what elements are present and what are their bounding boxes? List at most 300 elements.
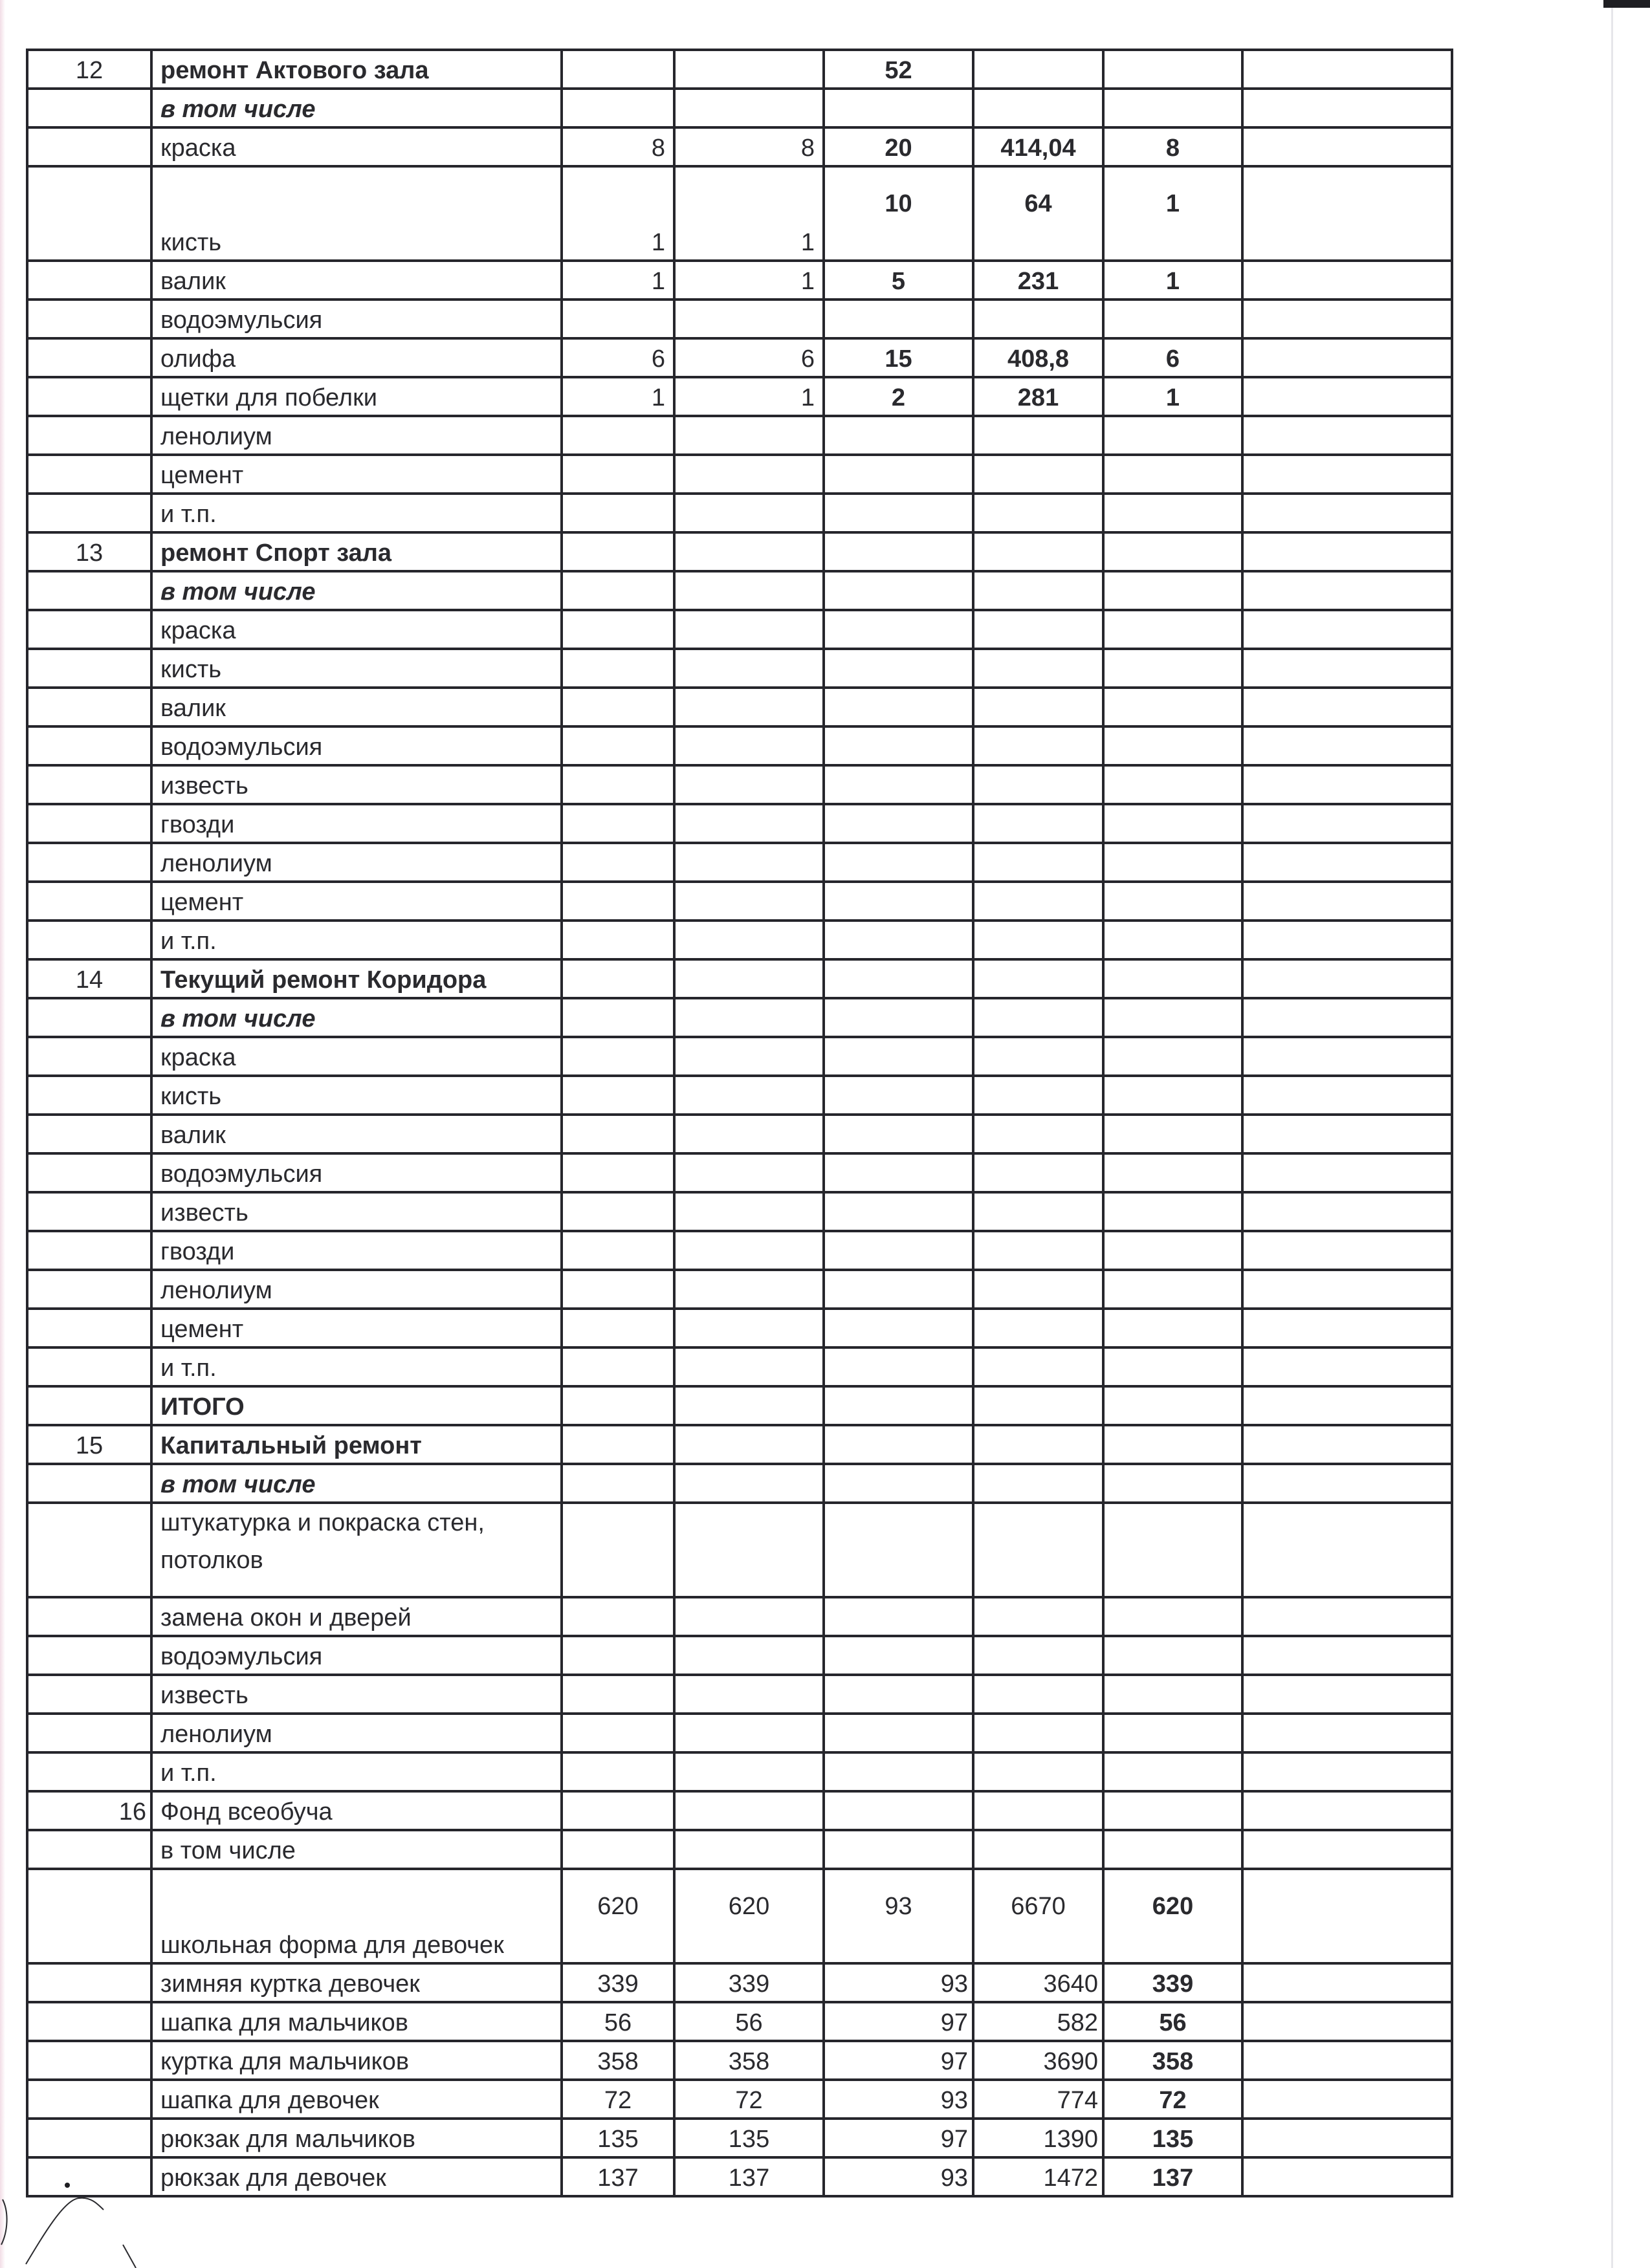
issued-cell: [1103, 921, 1242, 959]
issued-cell: [1103, 50, 1242, 89]
amount-cell: [973, 1153, 1103, 1192]
table-row: [27, 1115, 1452, 1153]
table-row: [27, 127, 1452, 166]
value-cell: [824, 1037, 973, 1076]
row-number: [27, 571, 151, 610]
quantity-actual-cell: [674, 1386, 824, 1425]
quantity-actual-cell: [674, 1752, 824, 1791]
value-cell: [824, 1636, 973, 1675]
issued-cell: 56: [1103, 2002, 1242, 2041]
issued-cell: [1103, 1386, 1242, 1425]
table-row: [27, 532, 1452, 571]
row-number: 13: [27, 532, 151, 571]
issued-cell: 137: [1103, 2157, 1242, 2196]
issued-cell: [1103, 300, 1242, 338]
quantity-actual-cell: [674, 1714, 824, 1752]
quantity-actual-cell: [674, 532, 824, 571]
value-cell: [824, 1347, 973, 1386]
issued-cell: [1103, 804, 1242, 843]
value-cell: [824, 610, 973, 649]
quantity-actual-cell: [674, 1309, 824, 1347]
amount-cell: [973, 1675, 1103, 1714]
table-row: [27, 50, 1452, 89]
issued-cell: [1103, 571, 1242, 610]
value-cell: 93: [824, 1869, 973, 1963]
row-number: [27, 765, 151, 804]
quantity-actual-cell: [674, 1270, 824, 1309]
quantity-cell: [562, 959, 674, 998]
value-cell: [824, 1791, 973, 1830]
row-number: [27, 338, 151, 377]
amount-cell: [973, 1037, 1103, 1076]
table-row: [27, 726, 1452, 765]
quantity-actual-cell: [674, 1464, 824, 1503]
item-name: ИТОГО: [151, 1386, 562, 1425]
quantity-cell: [562, 1830, 674, 1869]
note-cell: [1242, 1791, 1452, 1830]
row-number: [27, 1503, 151, 1597]
quantity-actual-cell: 8: [674, 127, 824, 166]
quantity-cell: 358: [562, 2041, 674, 2080]
note-cell: [1242, 1636, 1452, 1675]
amount-cell: [973, 921, 1103, 959]
table-body: [27, 50, 1452, 2196]
note-cell: [1242, 1503, 1452, 1597]
quantity-cell: [562, 1192, 674, 1231]
note-cell: [1242, 89, 1452, 127]
row-number: [27, 494, 151, 532]
note-cell: [1242, 1309, 1452, 1347]
issued-cell: [1103, 1270, 1242, 1309]
quantity-actual-cell: [674, 998, 824, 1037]
amount-cell: [973, 610, 1103, 649]
table-row: [27, 1675, 1452, 1714]
amount-cell: [973, 959, 1103, 998]
table-row: [27, 1597, 1452, 1636]
issued-cell: [1103, 1309, 1242, 1347]
item-name: ленолиум: [151, 416, 562, 455]
quantity-actual-cell: [674, 959, 824, 998]
note-cell: [1242, 50, 1452, 89]
note-cell: [1242, 166, 1452, 261]
item-name: Фонд всеобуча: [151, 1791, 562, 1830]
amount-cell: 3690: [973, 2041, 1103, 2080]
table-row: [27, 2080, 1452, 2119]
table-row: [27, 494, 1452, 532]
value-cell: [824, 998, 973, 1037]
table-row: [27, 1037, 1452, 1076]
value-cell: 93: [824, 2157, 973, 2196]
value-cell: [824, 1425, 973, 1464]
value-cell: [824, 1076, 973, 1115]
quantity-cell: 1: [562, 261, 674, 300]
table-row: [27, 166, 1452, 261]
quantity-cell: 135: [562, 2119, 674, 2157]
note-cell: [1242, 2119, 1452, 2157]
amount-cell: [973, 1791, 1103, 1830]
quantity-cell: 339: [562, 1963, 674, 2002]
issued-cell: 339: [1103, 1963, 1242, 2002]
value-cell: [824, 89, 973, 127]
table-row: [27, 804, 1452, 843]
scan-corner-mark: [1603, 0, 1650, 8]
item-name: шапка для мальчиков: [151, 2002, 562, 2041]
table-row: [27, 261, 1452, 300]
amount-cell: [973, 1192, 1103, 1231]
row-number: [27, 127, 151, 166]
quantity-actual-cell: 1: [674, 166, 824, 261]
row-number: [27, 921, 151, 959]
amount-cell: [973, 455, 1103, 494]
item-name: в том числе: [151, 1830, 562, 1869]
table-row: [27, 1425, 1452, 1464]
quantity-actual-cell: [674, 882, 824, 921]
issued-cell: [1103, 1115, 1242, 1153]
row-number: [27, 688, 151, 726]
row-number: [27, 1386, 151, 1425]
row-number: [27, 1347, 151, 1386]
quantity-cell: [562, 1464, 674, 1503]
issued-cell: [1103, 765, 1242, 804]
scan-left-edge-tint: [0, 0, 5, 2268]
quantity-actual-cell: [674, 649, 824, 688]
note-cell: [1242, 1752, 1452, 1791]
row-number: [27, 416, 151, 455]
table-row: [27, 89, 1452, 127]
note-cell: [1242, 1386, 1452, 1425]
value-cell: [824, 1464, 973, 1503]
issued-cell: [1103, 1675, 1242, 1714]
note-cell: [1242, 921, 1452, 959]
amount-cell: [973, 1714, 1103, 1752]
value-cell: [824, 1675, 973, 1714]
quantity-cell: [562, 765, 674, 804]
row-number: [27, 1869, 151, 1963]
item-name: зимняя куртка девочек: [151, 1963, 562, 2002]
item-name: цемент: [151, 882, 562, 921]
note-cell: [1242, 1076, 1452, 1115]
table-row: [27, 2157, 1452, 2196]
item-name: известь: [151, 1675, 562, 1714]
quantity-cell: [562, 494, 674, 532]
table-row: [27, 2002, 1452, 2041]
quantity-actual-cell: [674, 416, 824, 455]
note-cell: [1242, 2002, 1452, 2041]
item-name: в том числе: [151, 89, 562, 127]
quantity-cell: 72: [562, 2080, 674, 2119]
item-name: валик: [151, 688, 562, 726]
table-row: [27, 998, 1452, 1037]
issued-cell: [1103, 610, 1242, 649]
quantity-actual-cell: [674, 455, 824, 494]
table-row: [27, 1752, 1452, 1791]
item-name: валик: [151, 261, 562, 300]
quantity-cell: 620: [562, 1869, 674, 1963]
issued-cell: [1103, 416, 1242, 455]
value-cell: 20: [824, 127, 973, 166]
amount-cell: [973, 882, 1103, 921]
row-number: [27, 649, 151, 688]
table-row: [27, 1963, 1452, 2002]
quantity-cell: 137: [562, 2157, 674, 2196]
quantity-actual-cell: 1: [674, 377, 824, 416]
materials-table: [26, 49, 1453, 2197]
item-name: краска: [151, 127, 562, 166]
quantity-actual-cell: [674, 494, 824, 532]
note-cell: [1242, 1597, 1452, 1636]
quantity-cell: 1: [562, 377, 674, 416]
quantity-cell: [562, 1752, 674, 1791]
quantity-actual-cell: [674, 1830, 824, 1869]
item-name: водоэмульсия: [151, 1153, 562, 1192]
amount-cell: [973, 1830, 1103, 1869]
table-row: [27, 843, 1452, 882]
table-row: [27, 959, 1452, 998]
quantity-actual-cell: [674, 726, 824, 765]
row-number: [27, 1037, 151, 1076]
item-name: ленолиум: [151, 1270, 562, 1309]
table-row: [27, 765, 1452, 804]
amount-cell: [973, 765, 1103, 804]
value-cell: 93: [824, 1963, 973, 2002]
item-name: в том числе: [151, 998, 562, 1037]
amount-cell: [973, 300, 1103, 338]
quantity-actual-cell: 339: [674, 1963, 824, 2002]
note-cell: [1242, 338, 1452, 377]
row-number: [27, 1270, 151, 1309]
item-name: гвозди: [151, 1231, 562, 1270]
value-cell: [824, 804, 973, 843]
row-number: [27, 455, 151, 494]
row-number: [27, 166, 151, 261]
quantity-actual-cell: [674, 804, 824, 843]
quantity-actual-cell: [674, 765, 824, 804]
quantity-actual-cell: [674, 1115, 824, 1153]
amount-cell: [973, 1464, 1103, 1503]
amount-cell: 1390: [973, 2119, 1103, 2157]
issued-cell: [1103, 89, 1242, 127]
table-row: [27, 1636, 1452, 1675]
amount-cell: [973, 1115, 1103, 1153]
item-name: школьная форма для девочек: [151, 1869, 562, 1963]
item-name: цемент: [151, 1309, 562, 1347]
item-name: водоэмульсия: [151, 726, 562, 765]
quantity-actual-cell: [674, 1076, 824, 1115]
note-cell: [1242, 843, 1452, 882]
quantity-actual-cell: [674, 1347, 824, 1386]
quantity-actual-cell: [674, 1153, 824, 1192]
value-cell: [824, 1503, 973, 1597]
note-cell: [1242, 882, 1452, 921]
item-name: в том числе: [151, 1464, 562, 1503]
value-cell: [824, 1386, 973, 1425]
note-cell: [1242, 1192, 1452, 1231]
quantity-cell: [562, 1386, 674, 1425]
value-cell: 97: [824, 2041, 973, 2080]
item-name: рюкзак для девочек: [151, 2157, 562, 2196]
issued-cell: [1103, 882, 1242, 921]
quantity-cell: 6: [562, 338, 674, 377]
quantity-cell: [562, 1503, 674, 1597]
amount-cell: [973, 1425, 1103, 1464]
quantity-actual-cell: [674, 1192, 824, 1231]
item-name: олифа: [151, 338, 562, 377]
quantity-actual-cell: 72: [674, 2080, 824, 2119]
quantity-cell: [562, 1037, 674, 1076]
issued-cell: [1103, 494, 1242, 532]
amount-cell: 6670: [973, 1869, 1103, 1963]
quantity-actual-cell: [674, 1503, 824, 1597]
note-cell: [1242, 1464, 1452, 1503]
note-cell: [1242, 1869, 1452, 1963]
quantity-cell: [562, 688, 674, 726]
table-row: [27, 571, 1452, 610]
issued-cell: 8: [1103, 127, 1242, 166]
issued-cell: [1103, 1636, 1242, 1675]
quantity-cell: [562, 998, 674, 1037]
issued-cell: 358: [1103, 2041, 1242, 2080]
item-name-line: штукатурка и покраска стен,: [160, 1509, 485, 1536]
note-cell: [1242, 1830, 1452, 1869]
quantity-actual-cell: [674, 1425, 824, 1464]
amount-cell: [973, 649, 1103, 688]
quantity-actual-cell: 135: [674, 2119, 824, 2157]
item-name: ремонт Спорт зала: [151, 532, 562, 571]
table-row: [27, 1386, 1452, 1425]
quantity-actual-cell: [674, 1791, 824, 1830]
row-number: [27, 2119, 151, 2157]
quantity-cell: [562, 1791, 674, 1830]
issued-cell: [1103, 1192, 1242, 1231]
amount-cell: [973, 1270, 1103, 1309]
note-cell: [1242, 2080, 1452, 2119]
quantity-cell: [562, 921, 674, 959]
table-row: [27, 1791, 1452, 1830]
table-row: [27, 1309, 1452, 1347]
issued-cell: [1103, 1752, 1242, 1791]
value-cell: [824, 688, 973, 726]
issued-cell: [1103, 959, 1242, 998]
quantity-cell: [562, 843, 674, 882]
item-name: кисть: [151, 1076, 562, 1115]
row-number: [27, 261, 151, 300]
table-row: [27, 921, 1452, 959]
row-number: [27, 1464, 151, 1503]
quantity-cell: [562, 882, 674, 921]
item-name: кисть: [151, 649, 562, 688]
quantity-cell: [562, 89, 674, 127]
item-name: ремонт Актового зала: [151, 50, 562, 89]
item-name: краска: [151, 1037, 562, 1076]
row-number: [27, 804, 151, 843]
note-cell: [1242, 726, 1452, 765]
table-row: [27, 649, 1452, 688]
value-cell: 5: [824, 261, 973, 300]
table-row: [27, 1714, 1452, 1752]
amount-cell: [973, 843, 1103, 882]
quantity-cell: [562, 532, 674, 571]
value-cell: [824, 726, 973, 765]
amount-cell: [973, 998, 1103, 1037]
amount-cell: [973, 1503, 1103, 1597]
quantity-cell: [562, 416, 674, 455]
quantity-cell: [562, 300, 674, 338]
note-cell: [1242, 649, 1452, 688]
item-name: Капитальный ремонт: [151, 1425, 562, 1464]
table-row: [27, 1347, 1452, 1386]
row-number: [27, 1830, 151, 1869]
quantity-cell: [562, 1309, 674, 1347]
issued-cell: [1103, 1425, 1242, 1464]
quantity-cell: [562, 1597, 674, 1636]
issued-cell: [1103, 1347, 1242, 1386]
item-name: шапка для девочек: [151, 2080, 562, 2119]
note-cell: [1242, 765, 1452, 804]
quantity-cell: 1: [562, 166, 674, 261]
item-name: гвозди: [151, 804, 562, 843]
row-number: [27, 882, 151, 921]
quantity-actual-cell: [674, 571, 824, 610]
amount-cell: [973, 50, 1103, 89]
amount-cell: [973, 1309, 1103, 1347]
value-cell: [824, 416, 973, 455]
row-number: [27, 1963, 151, 2002]
quantity-cell: [562, 1076, 674, 1115]
quantity-actual-cell: [674, 1037, 824, 1076]
note-cell: [1242, 416, 1452, 455]
value-cell: [824, 1714, 973, 1752]
value-cell: [824, 571, 973, 610]
note-cell: [1242, 2157, 1452, 2196]
row-number: [27, 726, 151, 765]
value-cell: [824, 843, 973, 882]
row-number: [27, 1675, 151, 1714]
quantity-actual-cell: 1: [674, 261, 824, 300]
value-cell: 52: [824, 50, 973, 89]
table-row: [27, 1076, 1452, 1115]
note-cell: [1242, 1115, 1452, 1153]
quantity-actual-cell: [674, 1231, 824, 1270]
value-cell: [824, 494, 973, 532]
quantity-actual-cell: [674, 50, 824, 89]
handwritten-mark: [0, 2174, 194, 2268]
quantity-actual-cell: [674, 300, 824, 338]
note-cell: [1242, 998, 1452, 1037]
quantity-actual-cell: 358: [674, 2041, 824, 2080]
row-number: [27, 89, 151, 127]
note-cell: [1242, 610, 1452, 649]
issued-cell: 6: [1103, 338, 1242, 377]
amount-cell: 408,8: [973, 338, 1103, 377]
issued-cell: 72: [1103, 2080, 1242, 2119]
value-cell: [824, 1752, 973, 1791]
issued-cell: [1103, 649, 1242, 688]
item-name: куртка для мальчиков: [151, 2041, 562, 2080]
quantity-cell: [562, 804, 674, 843]
issued-cell: [1103, 1464, 1242, 1503]
value-cell: [824, 1153, 973, 1192]
value-cell: [824, 1192, 973, 1231]
table-row: [27, 416, 1452, 455]
issued-cell: 620: [1103, 1869, 1242, 1963]
table-row: [27, 1464, 1452, 1503]
table-row: [27, 1869, 1452, 1963]
amount-cell: 582: [973, 2002, 1103, 2041]
quantity-cell: [562, 1231, 674, 1270]
note-cell: [1242, 1153, 1452, 1192]
note-cell: [1242, 2041, 1452, 2080]
value-cell: 15: [824, 338, 973, 377]
